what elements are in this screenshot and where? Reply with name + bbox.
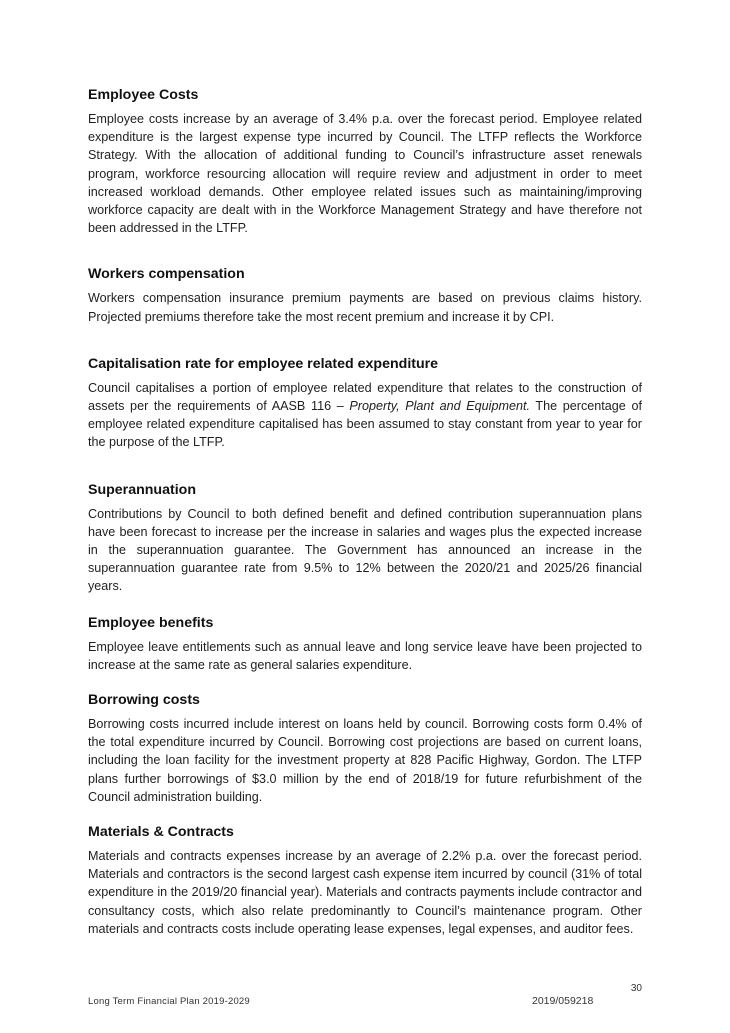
- section-heading: Workers compensation: [88, 266, 245, 283]
- section-heading: Employee Costs: [88, 87, 199, 103]
- section-workers-compensation: [88, 265, 642, 325]
- section-borrowing-costs: [88, 691, 642, 806]
- page-number: 30: [630, 983, 642, 994]
- section-heading: Superannuation: [88, 481, 196, 498]
- section-body: Materials and contracts expenses increase by an average of 2.2% p.a. over the forecast period. Materials and contractors is the second largest cash expense item incurred by council (31% of total expenditure in the 2019/20 financial year). Materials and contracts payments include contractor and consultancy costs, which also relate predominantly to Council’s maintenance program. Other materials and contracts costs include operating lease expenses, legal expenses, and auditor fees.: [88, 849, 642, 936]
- section-body: Borrowing costs incurred include interest on loans held by council. Borrowing costs form 0.4% of the total expenditure incurred by Council. Borrowing cost projections are based on current loans, including the loan facility for the investment property at 828 Pacific Highway, Gordon. The LTFP plans further borrowings of $3.0 million by the end of 2018/19 for future refurbishment of the Council administration building.: [88, 717, 642, 804]
- section-body: Contributions by Council to both defined benefit and defined contribution superannuation plans have been forecast to increase per the increase in salaries and wages plus the expected increase in the superannuation guarantee. The Government has announced an increase in the superannuation guarantee rate from 9.5% to 12% between the 2020/21 and 2025/26 financial years.: [88, 506, 642, 594]
- section-body: Workers compensation insurance premium payments are based on previous claims history. Projected premiums therefore take the most recent premium and increase it by CPI.: [88, 291, 642, 324]
- section-heading: Employee benefits: [88, 614, 214, 631]
- section-body: [88, 379, 642, 452]
- footer-reference-number: 2019/059218: [532, 995, 594, 1007]
- section-heading: Borrowing costs: [88, 692, 200, 709]
- section-body: Employee leave entitlements such as annual leave and long service leave have been projected to increase at the same rate as general salaries expenditure.: [88, 639, 642, 672]
- footer-document-title: Long Term Financial Plan 2019-2029: [88, 996, 250, 1007]
- section-materials-contracts: [88, 823, 642, 938]
- body-text: Council capitalises a portion of employee related expenditure that relates to the construction of assets per the requirements of AASB 116 –: [88, 380, 642, 414]
- page-content: [88, 86, 642, 938]
- section-capitalisation-rate: [88, 355, 642, 452]
- section-superannuation: [88, 481, 642, 596]
- section-heading: Capitalisation rate for employee related expenditure: [88, 355, 439, 372]
- standard-title: Property, Plant and Equipment.: [349, 399, 530, 414]
- body-text: The percentage of employee related expenditure capitalised has been assumed to stay constant from year to year for the purpose of the LTFP.: [88, 399, 642, 450]
- section-employee-benefits: [88, 614, 642, 674]
- section-employee-costs: [88, 86, 642, 237]
- section-heading: Materials & Contracts: [88, 824, 234, 841]
- section-body: Employee costs increase by an average of 3.4% p.a. over the forecast period. Employee related expenditure is the largest expense type incurred by Council. The LTFP reflects the Workforce Strategy. With the allocation of additional funding to Council’s infrastructure asset renewals program, workforce resourcing allocation will require review and adjustment in order to meet increased workload demands. Other employee related issues such as maintaining/improving workforce capacity are dealt with in the Workforce Management Strategy and have therefore not been addressed in the LTFP.: [88, 112, 642, 236]
